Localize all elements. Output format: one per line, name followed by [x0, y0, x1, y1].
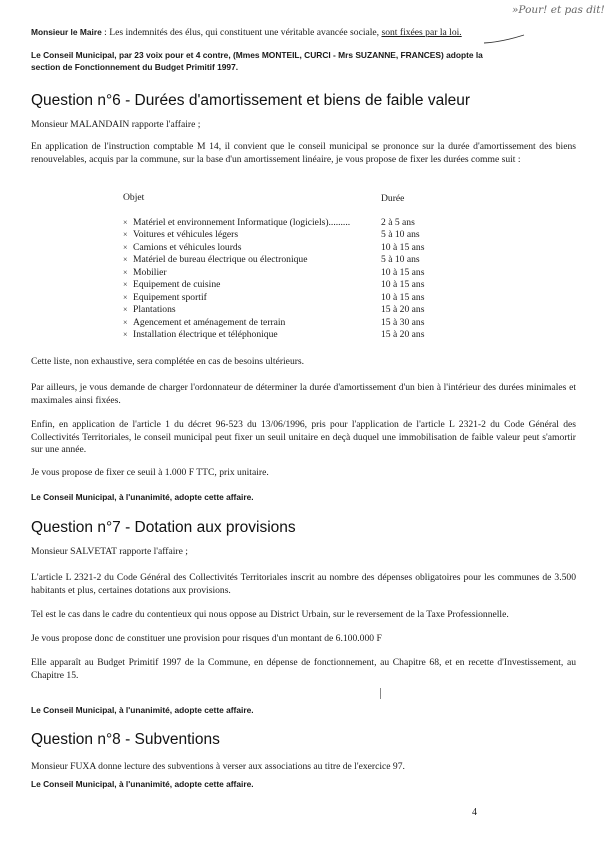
q7-para-provision: Je vous propose donc de constituer une provision pour risques d'un montant de 6.100.000 F	[31, 633, 382, 644]
bullet-cross-icon: ×	[123, 280, 128, 290]
margin-mark	[380, 688, 381, 699]
amortization-duree: 10 à 15 ans	[381, 291, 425, 303]
amortization-row	[123, 267, 443, 279]
bullet-cross-icon: ×	[123, 292, 128, 302]
col-duree-header: Durée	[381, 193, 405, 204]
amortization-duree: 10 à 15 ans	[381, 279, 425, 291]
amortization-objet: Camions et véhicules lourds	[133, 241, 242, 253]
amortization-duree: 5 à 10 ans	[381, 229, 420, 241]
question-6-title: Question n°6 - Durées d'amortissement et biens de faible valeur	[31, 92, 471, 109]
col-objet-header: Objet	[123, 192, 145, 203]
q7-para-budget: Elle apparaît au Budget Primitif 1997 de la Commune, en dépense de fonctionnement, au Chapitre 68, et en recette d'Investissement, au Chapitre 15.	[31, 657, 576, 681]
q6-rapporteur: Monsieur MALANDAIN rapporte l'affaire ;	[31, 119, 201, 130]
maire-label: Monsieur le Maire	[31, 27, 102, 37]
bullet-cross-icon: ×	[123, 255, 128, 265]
amortization-objet: Equipement de cuisine	[133, 279, 221, 291]
q6-decision: Le Conseil Municipal, à l'unanimité, adopte cette affaire.	[31, 492, 254, 502]
handwritten-note: »Pour! et pas dit!	[512, 4, 605, 16]
amortization-row	[123, 317, 443, 329]
q6-list-note: Cette liste, non exhaustive, sera complétée en cas de besoins ultérieurs.	[31, 356, 305, 367]
amortization-duree: 10 à 15 ans	[381, 266, 425, 278]
maire-text-underlined: sont fixées par la loi.	[381, 27, 462, 38]
bullet-cross-icon: ×	[123, 230, 128, 240]
amortization-objet: Equipement sportif	[133, 291, 207, 303]
amortization-objet: Matériel et environnement Informatique (logiciels).........	[133, 217, 351, 228]
maire-text: : Les indemnités des élus, qui constituent une véritable avancée sociale,	[101, 27, 382, 38]
amortization-row	[123, 304, 443, 316]
q6-para-ordonnateur: Par ailleurs, je vous demande de charger l'ordonnateur de déterminer la durée d'amortissement d'un bien à l'intérieur des durées minimales et maximales ainsi fixées.	[31, 382, 576, 406]
q6-intro: En application de l'instruction comptable M 14, il convient que le conseil municipal se prononce sur la durée d'amortissement des biens renouvelables, acquis par la commune, sur la base d'un amortissement linéaire, je vous propose de fixer les durées comme suit :	[31, 141, 576, 165]
bullet-cross-icon: ×	[123, 305, 128, 315]
q7-para-article: L'article L 2321-2 du Code Général des Collectivités Territoriales inscrit au nombre des dépenses obligatoires pour les communes de 3.500 habitants et plus, certaines dotations aux provisions.	[31, 572, 576, 596]
amortization-objet: Matériel de bureau électrique ou électronique	[133, 254, 308, 266]
amortization-duree: 5 à 10 ans	[381, 254, 420, 266]
amortization-duree: 10 à 15 ans	[381, 241, 425, 253]
q7-decision: Le Conseil Municipal, à l'unanimité, adopte cette affaire.	[31, 705, 254, 715]
amortization-duree: 2 à 5 ans	[381, 217, 415, 228]
bullet-cross-icon: ×	[123, 242, 128, 252]
amortization-duree: 15 à 20 ans	[381, 304, 425, 316]
amortization-objet: Plantations	[133, 304, 176, 316]
amortization-row	[123, 217, 443, 229]
budget-vote-line1: Le Conseil Municipal, par 23 voix pour et 4 contre, (Mmes MONTEIL, CURCI - Mrs SUZANNE, FRANCES) adopte la	[31, 50, 483, 60]
pen-stroke-mark	[482, 33, 526, 45]
question-7-title: Question n°7 - Dotation aux provisions	[31, 519, 296, 536]
q6-para-decret: Enfin, en application de l'article 1 du décret 96-523 du 13/06/1996, pris pour l'application de l'article L 2321-2 du Code Général des Collectivités Territoriales, le conseil municipal peut fixer un seuil unitaire en deçà duquel une immobilisation de faible valeur peut s'amortir sur une année.	[31, 419, 576, 456]
q7-para-cas: Tel est le cas dans le cadre du contentieux qui nous oppose au District Urbain, sur le reversement de la Taxe Professionnelle.	[31, 609, 509, 620]
budget-vote-line2: section de Fonctionnement du Budget Primitif 1997.	[31, 62, 239, 72]
bullet-cross-icon: ×	[123, 330, 128, 340]
amortization-objet: Installation électrique et téléphonique	[133, 329, 278, 341]
amortization-row	[123, 242, 443, 254]
amortization-objet: Agencement et aménagement de terrain	[133, 316, 286, 328]
question-8-title: Question n°8 - Subventions	[31, 731, 220, 748]
amortization-row	[123, 292, 443, 304]
amortization-duree: 15 à 30 ans	[381, 316, 425, 328]
bullet-cross-icon: ×	[123, 218, 128, 227]
amortization-row	[123, 279, 443, 291]
amortization-row	[123, 254, 443, 266]
amortization-objet: Mobilier	[133, 266, 167, 278]
amortization-row	[123, 329, 443, 341]
amortization-duree: 15 à 20 ans	[381, 329, 425, 341]
q7-rapporteur: Monsieur SALVETAT rapporte l'affaire ;	[31, 546, 188, 557]
page-number: 4	[472, 807, 477, 818]
bullet-cross-icon: ×	[123, 267, 128, 277]
amortization-objet: Voitures et véhicules légers	[133, 229, 239, 241]
q8-decision: Le Conseil Municipal, à l'unanimité, adopte cette affaire.	[31, 779, 254, 789]
q6-para-seuil: Je vous propose de fixer ce seuil à 1.000 F TTC, prix unitaire.	[31, 467, 269, 478]
amortization-row	[123, 229, 443, 241]
q8-para: Monsieur FUXA donne lecture des subventions à verser aux associations au titre de l'exercice 97.	[31, 761, 405, 772]
bullet-cross-icon: ×	[123, 317, 128, 327]
